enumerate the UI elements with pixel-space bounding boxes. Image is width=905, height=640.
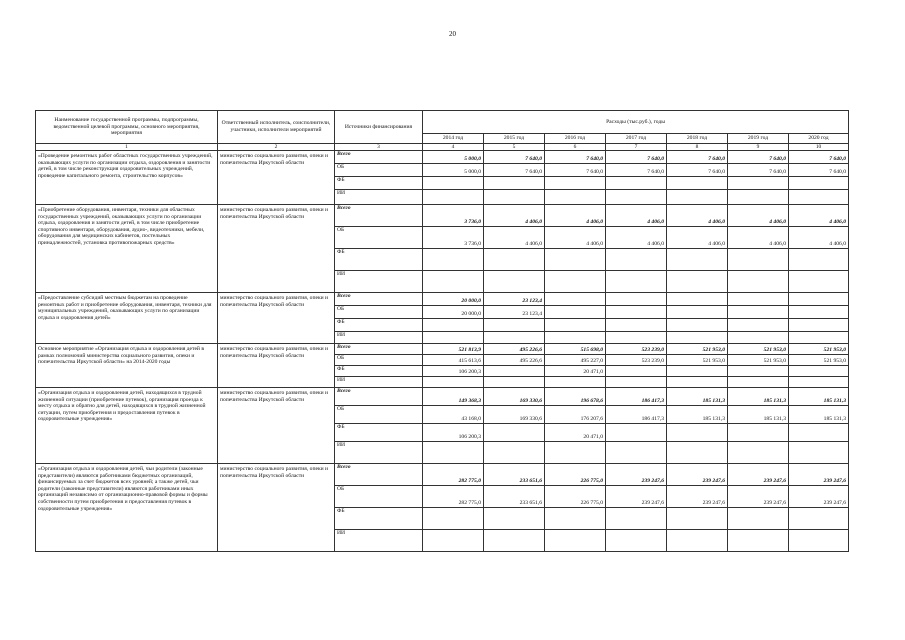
- expense-value: [484, 442, 545, 464]
- funding-source: ФБ: [335, 177, 423, 190]
- expense-value: [423, 271, 484, 293]
- expense-value: [667, 530, 728, 552]
- funding-source: Всего: [335, 464, 423, 486]
- funding-source: ИИ: [335, 332, 423, 344]
- expense-value: 521 953,0: [667, 344, 728, 355]
- table-row: [36, 464, 849, 486]
- activity-executor: министерство социального развития, опеки и попечительства Иркутской области: [218, 344, 335, 388]
- expense-value: [606, 319, 667, 332]
- page-number: 20: [449, 30, 456, 38]
- funding-source: ОБ: [335, 164, 423, 177]
- header-source: Источники финансирования: [335, 111, 423, 144]
- expense-value: [667, 377, 728, 388]
- funding-source: ФБ: [335, 366, 423, 377]
- expense-value: 7 640,0: [728, 151, 789, 164]
- expense-value: [728, 377, 789, 388]
- expense-value: 239 247,6: [728, 486, 789, 508]
- funding-source: ИИ: [335, 377, 423, 388]
- expense-value: [423, 377, 484, 388]
- expense-value: 7 640,0: [789, 151, 849, 164]
- expense-value: [789, 530, 849, 552]
- expense-value: 239 247,6: [606, 486, 667, 508]
- expense-value: [484, 332, 545, 344]
- expense-value: 495 226,6: [484, 344, 545, 355]
- activity-name: Основное мероприятие «Организация отдыха и оздоровления детей в рамках полномочий министерства социального развития, опеки и попечительства Иркутской области» на 2014-2020 годы: [36, 344, 218, 388]
- column-number: 7: [606, 144, 667, 151]
- expense-value: 4 406,0: [667, 205, 728, 227]
- activity-executor: министерство социального развития, опеки и попечительства Иркутской области: [218, 293, 335, 344]
- expense-value: 3 736,0: [423, 205, 484, 227]
- column-number: 10: [789, 144, 849, 151]
- expense-value: [484, 366, 545, 377]
- expense-value: [667, 293, 728, 306]
- expense-value: 4 406,0: [728, 205, 789, 227]
- expense-value: [789, 377, 849, 388]
- expense-value: 515 698,0: [545, 344, 606, 355]
- expense-value: 226 775,0: [545, 486, 606, 508]
- expense-value: [606, 293, 667, 306]
- expense-value: 282 775,0: [423, 464, 484, 486]
- expense-value: [728, 442, 789, 464]
- header-year: 2016 год: [545, 134, 606, 144]
- expense-value: 4 406,0: [606, 205, 667, 227]
- expense-value: 185 131,3: [789, 388, 849, 406]
- expense-value: [484, 190, 545, 205]
- expense-value: 176 207,6: [545, 406, 606, 424]
- activity-executor: министерство социального развития, опеки и попечительства Иркутской области: [218, 464, 335, 552]
- table-row: [36, 293, 849, 306]
- expense-value: [667, 177, 728, 190]
- expense-value: 4 406,0: [545, 227, 606, 249]
- expense-value: 20 000,0: [423, 293, 484, 306]
- expense-value: 7 640,0: [545, 164, 606, 177]
- expense-value: 7 640,0: [484, 164, 545, 177]
- expense-value: 4 406,0: [606, 227, 667, 249]
- expense-value: [545, 293, 606, 306]
- expense-value: [606, 332, 667, 344]
- expense-value: [484, 271, 545, 293]
- expense-value: 4 406,0: [789, 227, 849, 249]
- expense-value: [728, 306, 789, 319]
- expense-value: [789, 366, 849, 377]
- expense-value: [606, 177, 667, 190]
- expense-value: 5 000,0: [423, 151, 484, 164]
- expense-value: [545, 177, 606, 190]
- expense-value: 5 000,0: [423, 164, 484, 177]
- expense-value: 185 131,3: [728, 388, 789, 406]
- activity-name: «Предоставление субсидий местным бюджетам на проведение ремонтных работ и приобретение оборудования, инвентаря, техники для муниципальных учреждений, оказывающих услуги по организации отдыха и оздоровления детей»: [36, 293, 218, 344]
- expense-value: [728, 271, 789, 293]
- expense-value: [545, 442, 606, 464]
- expense-value: [545, 271, 606, 293]
- expense-value: [545, 332, 606, 344]
- header-name: Наименование государственной программы, подпрограммы, ведомственной целевой программы, основного мероприятия, мероприятия: [36, 111, 218, 144]
- expense-value: 169 330,6: [484, 388, 545, 406]
- expense-value: [606, 306, 667, 319]
- expense-value: 521 953,0: [728, 344, 789, 355]
- expense-value: [606, 190, 667, 205]
- column-number: 9: [728, 144, 789, 151]
- header-year: 2020 год: [789, 134, 849, 144]
- expense-value: 415 613,6: [423, 355, 484, 366]
- expense-value: [728, 190, 789, 205]
- expense-value: [789, 190, 849, 205]
- header-executor: Ответственный исполнитель, соисполнители, участники, исполнители мероприятий: [218, 111, 335, 144]
- program-expenses-table: [35, 110, 849, 552]
- expense-value: 4 406,0: [728, 227, 789, 249]
- expense-value: 7 640,0: [789, 164, 849, 177]
- expense-value: [728, 530, 789, 552]
- expense-value: [606, 249, 667, 271]
- expense-value: [423, 177, 484, 190]
- expense-value: [484, 177, 545, 190]
- expense-value: 282 775,0: [423, 486, 484, 508]
- expense-value: [484, 377, 545, 388]
- expense-value: 7 640,0: [606, 164, 667, 177]
- expense-value: [606, 366, 667, 377]
- funding-source: Всего: [335, 151, 423, 164]
- header-expenses: Расходы (тыс.руб.), годы: [423, 111, 849, 134]
- expense-value: 495 227,0: [545, 355, 606, 366]
- funding-source: ИИ: [335, 442, 423, 464]
- expense-value: [728, 424, 789, 442]
- expense-value: [728, 366, 789, 377]
- column-number: 1: [36, 144, 218, 151]
- expense-value: [667, 508, 728, 530]
- expense-value: [484, 319, 545, 332]
- table-row: [36, 151, 849, 164]
- expense-value: 106 200,3: [423, 424, 484, 442]
- expense-value: [789, 319, 849, 332]
- expense-value: [789, 306, 849, 319]
- expense-value: 4 406,0: [484, 227, 545, 249]
- header-year: 2019 год: [728, 134, 789, 144]
- expense-value: 186 417,3: [606, 406, 667, 424]
- expense-value: [789, 424, 849, 442]
- expense-value: 3 736,0: [423, 227, 484, 249]
- activity-name: «Организация отдыха и оздоровления детей, находящихся в трудной жизненной ситуации (приобретение путевок), организация проезда к месту отдыха и обратно для детей, находящихся в трудной жизненной ситуации, путем приобретения и предоставления путевок в оздоровительные учреждения»: [36, 388, 218, 464]
- expense-value: [789, 271, 849, 293]
- expense-value: 521 953,0: [728, 355, 789, 366]
- column-number: 5: [484, 144, 545, 151]
- expense-value: 233 651,6: [484, 464, 545, 486]
- table-row: [36, 344, 849, 355]
- expense-value: [789, 249, 849, 271]
- expense-value: 7 640,0: [667, 164, 728, 177]
- expense-value: [728, 293, 789, 306]
- expense-value: [789, 442, 849, 464]
- expense-value: 4 406,0: [484, 205, 545, 227]
- expense-value: 239 247,6: [667, 464, 728, 486]
- activity-executor: министерство социального развития, опеки и попечительства Иркутской области: [218, 388, 335, 464]
- expense-value: 149 368,3: [423, 388, 484, 406]
- expense-value: 106 200,3: [423, 366, 484, 377]
- expense-value: [789, 177, 849, 190]
- expense-value: 23 123,4: [484, 293, 545, 306]
- expense-value: [667, 366, 728, 377]
- table-body: [36, 151, 849, 552]
- expense-value: 226 775,0: [545, 464, 606, 486]
- expense-value: 23 123,4: [484, 306, 545, 319]
- funding-source: Всего: [335, 344, 423, 355]
- expense-value: [667, 271, 728, 293]
- header-year: 2017 год: [606, 134, 667, 144]
- expense-value: 523 239,0: [606, 344, 667, 355]
- expense-value: 186 417,3: [606, 388, 667, 406]
- expense-value: [606, 271, 667, 293]
- column-number: 4: [423, 144, 484, 151]
- table-row: [36, 205, 849, 227]
- expense-value: [606, 442, 667, 464]
- expense-value: [545, 190, 606, 205]
- expense-value: [484, 508, 545, 530]
- funding-source: ОБ: [335, 406, 423, 424]
- funding-source: ФБ: [335, 249, 423, 271]
- expense-value: [545, 508, 606, 530]
- expense-value: [606, 424, 667, 442]
- expense-value: [423, 319, 484, 332]
- expense-value: [545, 306, 606, 319]
- funding-source: ОБ: [335, 486, 423, 508]
- expense-value: 185 131,3: [667, 406, 728, 424]
- expense-value: [423, 442, 484, 464]
- funding-source: Всего: [335, 388, 423, 406]
- expense-value: 7 640,0: [606, 151, 667, 164]
- expense-value: [484, 530, 545, 552]
- expense-value: [423, 508, 484, 530]
- expense-value: [667, 442, 728, 464]
- expense-value: [728, 249, 789, 271]
- expense-value: [728, 508, 789, 530]
- expense-value: [789, 508, 849, 530]
- funding-source: ФБ: [335, 508, 423, 530]
- expense-value: [545, 249, 606, 271]
- expense-value: [728, 177, 789, 190]
- expense-value: [545, 319, 606, 332]
- expense-value: 239 247,6: [728, 464, 789, 486]
- expense-value: [789, 293, 849, 306]
- expense-value: [728, 332, 789, 344]
- expense-value: 7 640,0: [545, 151, 606, 164]
- expense-value: [728, 319, 789, 332]
- expense-value: [789, 332, 849, 344]
- funding-source: ИИ: [335, 190, 423, 205]
- expense-value: [423, 332, 484, 344]
- table-row: [36, 388, 849, 406]
- expense-value: 196 678,6: [545, 388, 606, 406]
- funding-source: ОБ: [335, 306, 423, 319]
- funding-source: ФБ: [335, 424, 423, 442]
- expense-value: [667, 332, 728, 344]
- expense-value: 7 640,0: [728, 164, 789, 177]
- expense-value: 4 406,0: [545, 205, 606, 227]
- expense-value: 239 247,6: [789, 464, 849, 486]
- expense-value: [667, 249, 728, 271]
- header-year: 2015 год: [484, 134, 545, 144]
- expense-value: 20 000,0: [423, 306, 484, 319]
- column-number: 3: [335, 144, 423, 151]
- expense-value: 521 953,0: [789, 344, 849, 355]
- expense-value: 521 813,9: [423, 344, 484, 355]
- expense-value: 523 239,0: [606, 355, 667, 366]
- expense-value: 169 330,6: [484, 406, 545, 424]
- expense-value: 185 131,3: [789, 406, 849, 424]
- expense-value: [667, 424, 728, 442]
- expense-value: 20 471,0: [545, 424, 606, 442]
- expense-value: 4 406,0: [789, 205, 849, 227]
- header-year: 2018 год: [667, 134, 728, 144]
- expense-value: [606, 377, 667, 388]
- expense-value: 239 247,6: [606, 464, 667, 486]
- expense-value: [423, 190, 484, 205]
- expense-value: [484, 249, 545, 271]
- expense-value: 233 651,6: [484, 486, 545, 508]
- column-number: 8: [667, 144, 728, 151]
- funding-source: ФБ: [335, 319, 423, 332]
- expense-value: 7 640,0: [667, 151, 728, 164]
- activity-name: «Организация отдыха и оздоровления детей, чьи родители (законные представители) являются работниками бюджетных организаций, финансируемых за счет бюджетов всех уровней; а также детей, чьи родители (законные представители) являются работниками иных организаций независимо от организационно-правовой формы и формы собственности путем приобретения и предоставления путевок в оздоровительные учреждения»: [36, 464, 218, 552]
- expense-value: 495 226,6: [484, 355, 545, 366]
- activity-name: «Проведение ремонтных работ областных государственных учреждений, оказывающих услуги по организации отдыха, оздоровления и занятости детей, в том числе реконструкция оздоровительных учреждений, проведение капитального ремонта, строительство корпусов»: [36, 151, 218, 205]
- expense-value: [423, 530, 484, 552]
- expense-value: [484, 424, 545, 442]
- header-year: 2014 год: [423, 134, 484, 144]
- expense-value: 521 953,0: [667, 355, 728, 366]
- expense-value: [606, 508, 667, 530]
- expense-value: [606, 530, 667, 552]
- expense-value: 7 640,0: [484, 151, 545, 164]
- expense-value: [423, 249, 484, 271]
- expense-value: 20 471,0: [545, 366, 606, 377]
- expense-value: [667, 319, 728, 332]
- funding-source: ИИ: [335, 271, 423, 293]
- funding-source: ИИ: [335, 530, 423, 552]
- expense-value: 185 131,3: [728, 406, 789, 424]
- expense-value: 239 247,6: [667, 486, 728, 508]
- activity-executor: министерство социального развития, опеки и попечительства Иркутской области: [218, 151, 335, 205]
- activity-executor: министерство социального развития, опеки и попечительства Иркутской области: [218, 205, 335, 293]
- funding-source: Всего: [335, 293, 423, 306]
- expense-value: 185 131,3: [667, 388, 728, 406]
- column-number: 2: [218, 144, 335, 151]
- expense-value: [545, 377, 606, 388]
- expense-value: 521 953,0: [789, 355, 849, 366]
- expense-value: [545, 530, 606, 552]
- expense-value: 239 247,6: [789, 486, 849, 508]
- funding-source: Всего: [335, 205, 423, 227]
- expense-value: 4 406,0: [667, 227, 728, 249]
- funding-source: ОБ: [335, 227, 423, 249]
- activity-name: «Приобретение оборудования, инвентаря, техники для областных государственных учреждений, оказывающих услуги по организации отдыха, оздоровления и занятости детей, в том числе приобретение спортивного инвентаря, оборудования, аудио-, видеотехники, мебели, оборудования для медицинских кабинетов, постельных принадлежностей, установка противопожарных средств»: [36, 205, 218, 293]
- column-number: 6: [545, 144, 606, 151]
- expense-value: [667, 190, 728, 205]
- expense-value: 43 168,0: [423, 406, 484, 424]
- expense-value: [667, 306, 728, 319]
- funding-source: ОБ: [335, 355, 423, 366]
